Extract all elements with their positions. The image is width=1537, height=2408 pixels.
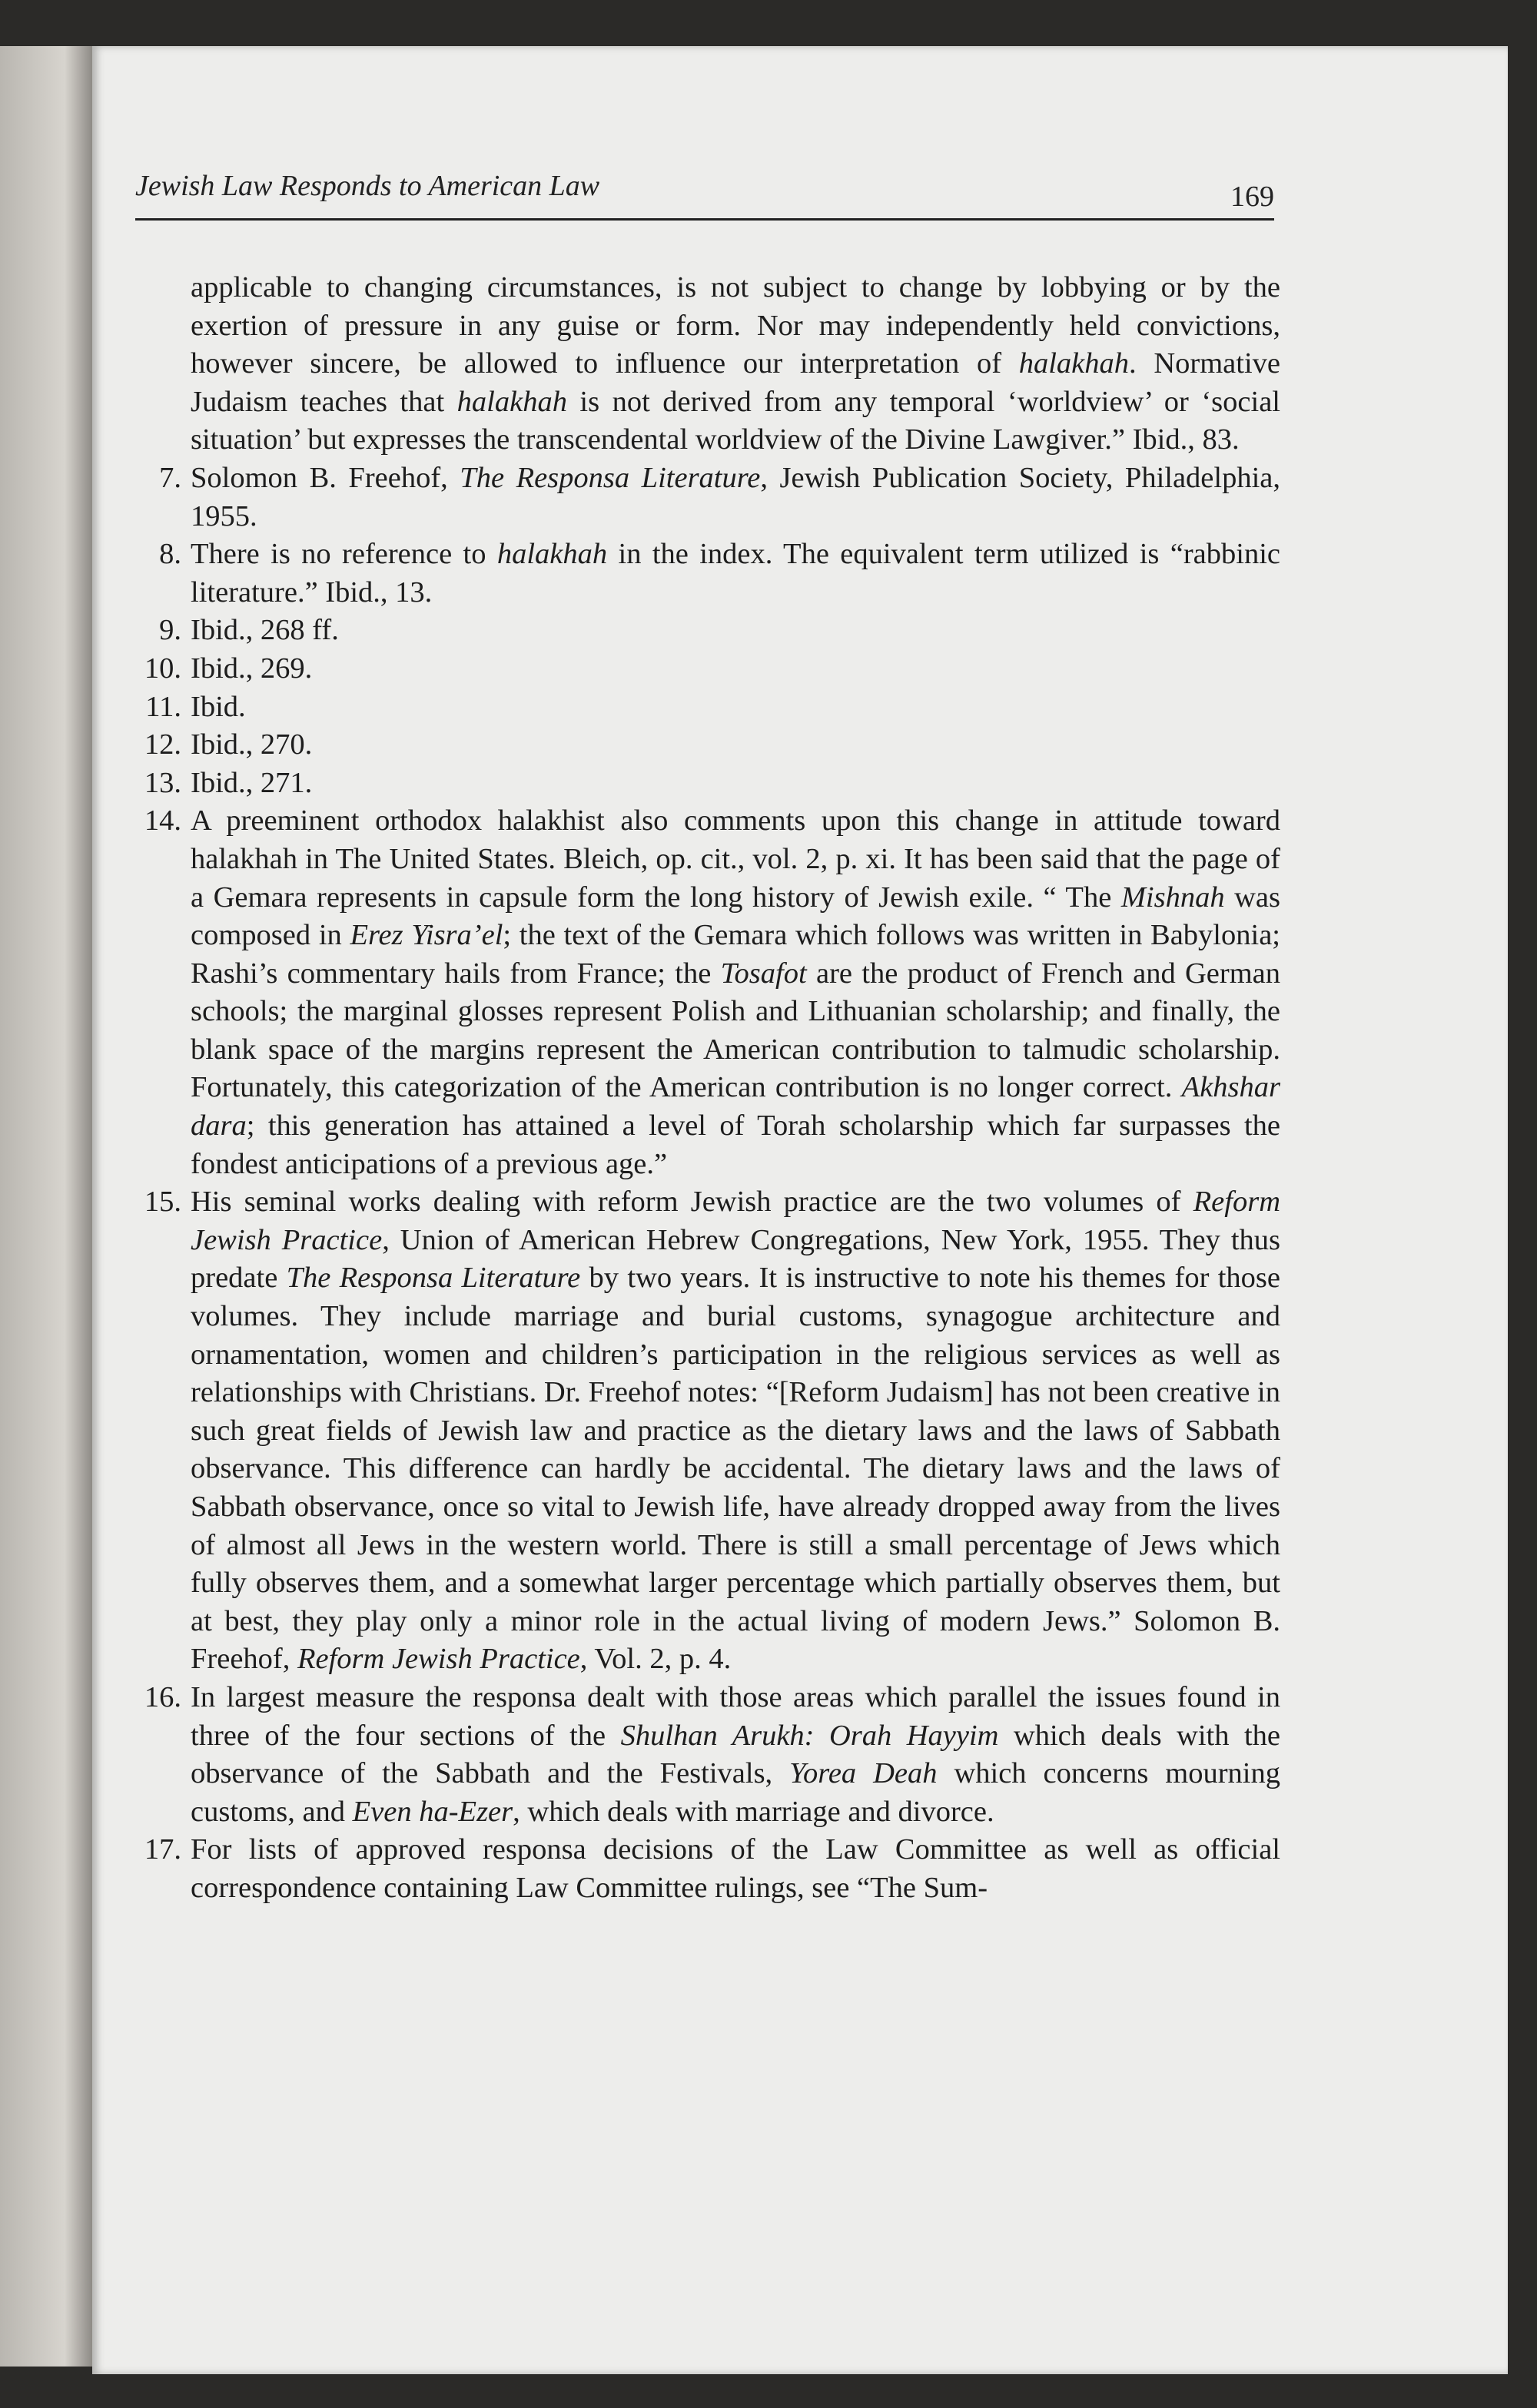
note-text-segment: , Vol. 2, p. 4. xyxy=(579,1643,732,1676)
note-text-segment: are the product of French and German schools; the marginal glosses represent Polish and Lithuanian scholarship; and finally, the blank space of the margins represent the American contribution to talmudic scholarship. Fortunately, this categorization of the American contribution is no longer correct. xyxy=(191,957,1280,1104)
note-text: Ibid., 269. xyxy=(191,652,313,685)
note-italic-segment: Yorea Deah xyxy=(789,1757,938,1790)
note-number: 13. xyxy=(144,766,181,799)
note-text: Ibid. xyxy=(191,690,246,723)
note-text: For lists of approved responsa decisions of the Law Committee as well as official correspondence containing Law Committee rulings, see “The Sum- xyxy=(191,1833,1280,1904)
note-text-segment: His seminal works dealing with reform Jewish practice are the two volumes of xyxy=(191,1186,1193,1219)
note-text-segment: , Union of American Hebrew Congregations, New York, 1955. They thus predate xyxy=(191,1223,1280,1295)
note-italic-segment: The Responsa Literature xyxy=(460,461,761,494)
note-text-segment: applicable to changing circumstances, is not subject to change by lobbying or by the exertion of pressure in any guise or form. Nor may independently held convictions, however sincere, be allowed to influence our interpretation of xyxy=(191,271,1280,380)
note-number: 14. xyxy=(144,804,181,837)
note-text xyxy=(191,459,1280,536)
note-italic-segment: Even ha-Ezer xyxy=(352,1795,513,1828)
note-9 xyxy=(135,612,1280,650)
note-text: Ibid., 271. xyxy=(191,766,313,799)
note-italic-segment: Shulhan Arukh: Orah Hayyim xyxy=(620,1719,999,1752)
note-7 xyxy=(135,459,1280,536)
running-head xyxy=(135,163,1274,221)
note-text-segment: A preeminent orthodox halakhist also comments upon this change in attitude toward halakhah in The United States. Bleich, op. cit., vol. 2, p. xi. It has been said that the page of a Gemara represents in capsule form the long history of Jewish exile. “ The xyxy=(191,804,1280,914)
note-number: 17. xyxy=(144,1833,181,1866)
note-number: 10. xyxy=(144,652,181,685)
note-text-segment: In largest measure the responsa dealt with those areas which parallel the issues found in three of the four sections of the xyxy=(191,1680,1280,1752)
note-text-segment: Solomon B. Freehof, xyxy=(191,461,460,494)
note-italic-segment: Reform Jewish Practice xyxy=(191,1186,1280,1256)
page-number: 169 xyxy=(1230,181,1274,213)
note-text-segment: ; the text of the Gemara which follows was written in Babylonia; Rashi’s commentary hails from France; the xyxy=(191,919,1280,990)
note-continuation xyxy=(135,269,1280,459)
note-13 xyxy=(135,765,1280,803)
endnotes xyxy=(135,269,1280,1908)
note-11 xyxy=(135,688,1280,727)
note-text: Ibid., 268 ff. xyxy=(191,614,339,647)
note-text-segment: , Jewish Publication Society, Philadelphia, 1955. xyxy=(191,461,1280,532)
note-italic-segment: Tosafot xyxy=(720,957,807,990)
note-8 xyxy=(135,536,1280,612)
note-text-segment: which concerns mourning customs, and xyxy=(191,1757,1281,1828)
note-16 xyxy=(135,1679,1280,1831)
note-number: 11. xyxy=(145,690,181,723)
note-italic-segment: The Responsa Literature xyxy=(286,1262,581,1295)
note-italic-segment: halakhah xyxy=(496,538,608,571)
note-italic-segment: Reform Jewish Practice xyxy=(297,1643,580,1676)
previous-page-edge xyxy=(0,46,92,2367)
running-title: Jewish Law Responds to American Law xyxy=(135,170,600,202)
note-text-segment: ; this generation has attained a level of Torah scholarship which far surpasses the fondest anticipations of a previous age.” xyxy=(191,1109,1280,1180)
note-text-segment: by two years. It is instructive to note his themes for those volumes. They include marriage and burial customs, synagogue architecture and ornamentation, women and children’s participation in the religious services as well as relationships with Christians. Dr. Freehof notes: “[Reform Judaism] has not been creative in such great fields of Jewish law and practice as the dietary laws and the laws of Sabbath observance. This difference can hardly be accidental. The dietary laws and the laws of Sabbath observance, once so vital to Jewish life, have already dropped away from the lives of almost all Jews in the western world. There is still a small percentage of Jews which fully observes them, and a somewhat larger percentage which partially observes them, but at best, they play only a minor role in the actual living of modern Jews.” Solomon B. Freehof, xyxy=(191,1262,1280,1676)
note-14 xyxy=(135,802,1280,1183)
note-text xyxy=(191,1679,1280,1831)
note-text-segment: is not derived from any temporal ‘worldview’ or ‘social situation’ but expresses the transcendental worldview of the Divine Lawgiver.” Ibid., 83. xyxy=(191,385,1280,456)
note-text xyxy=(191,536,1280,612)
note-text: Ibid., 270. xyxy=(191,728,313,761)
note-number: 15. xyxy=(144,1186,181,1219)
note-12 xyxy=(135,726,1280,765)
note-number: 8. xyxy=(159,538,181,571)
note-italic-segment: Akhshar dara xyxy=(191,1071,1280,1143)
note-15 xyxy=(135,1183,1280,1679)
note-italic-segment: Mishnah xyxy=(1120,881,1225,914)
note-text-segment: in the index. The equivalent term utilized is “rabbinic literature.” Ibid., 13. xyxy=(191,538,1280,609)
note-text-segment: was composed in xyxy=(191,881,1280,952)
note-italic-segment: halakhah xyxy=(1018,347,1130,380)
note-number: 9. xyxy=(159,614,181,647)
note-text xyxy=(191,802,1280,1183)
note-text-segment: . Normative Judaism teaches that xyxy=(191,347,1281,418)
note-text-segment: , which deals with marriage and divorce. xyxy=(513,1795,994,1828)
note-17 xyxy=(135,1831,1280,1907)
note-number: 7. xyxy=(159,461,181,494)
note-italic-segment: halakhah xyxy=(456,385,567,418)
note-number: 16. xyxy=(144,1680,181,1713)
note-text xyxy=(191,1183,1280,1679)
note-text-segment: There is no reference to xyxy=(191,538,497,571)
note-10 xyxy=(135,650,1280,688)
note-text-segment: which deals with the observance of the Sabbath and the Festivals, xyxy=(191,1719,1280,1790)
note-number: 12. xyxy=(144,728,181,761)
note-italic-segment: Erez Yisra’el xyxy=(350,919,503,952)
